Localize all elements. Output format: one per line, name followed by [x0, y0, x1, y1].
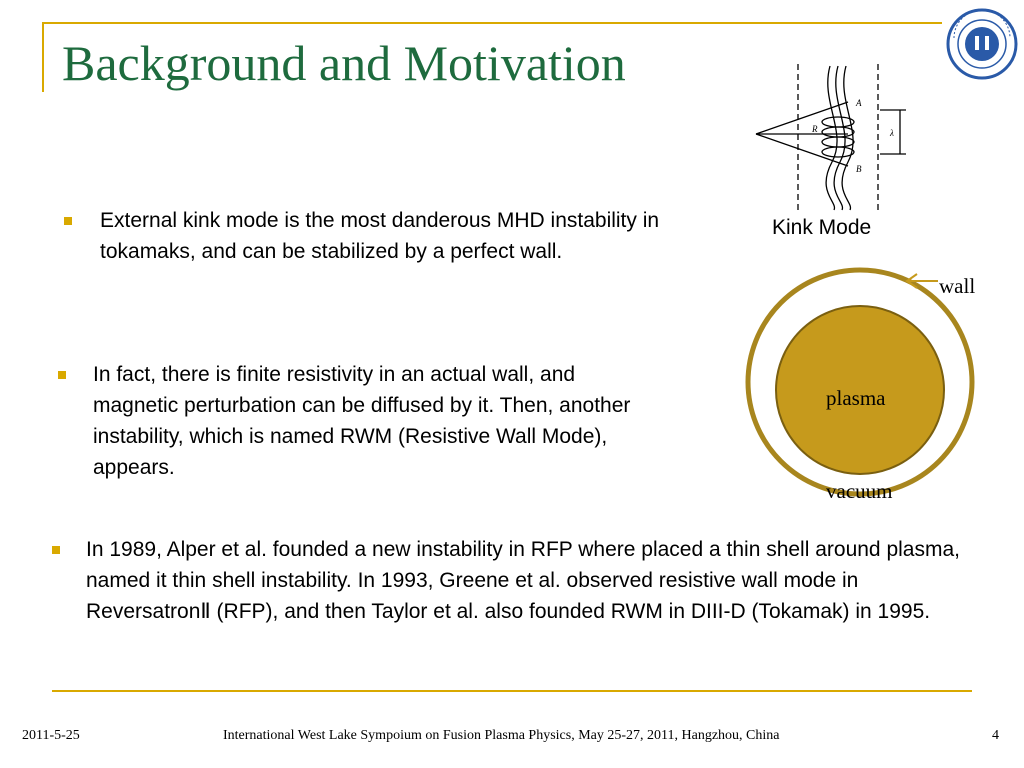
- bullet-history: [52, 534, 972, 627]
- bullet-square-icon: [58, 371, 66, 379]
- kink-mode-figure: [750, 62, 918, 212]
- vacuum-label: vacuum: [826, 479, 893, 503]
- kink-label-r: R: [812, 124, 818, 134]
- footer-page-number: 4: [992, 728, 999, 743]
- bullet-square-icon: [64, 217, 72, 225]
- wall-plasma-diagram: [726, 262, 1016, 512]
- kink-label-b: B: [856, 164, 862, 174]
- kink-label-a: A: [856, 98, 862, 108]
- slide-title: Background and Motivation: [62, 35, 626, 91]
- university-logo: [946, 8, 1018, 80]
- bullet-finite-resistivity: [58, 359, 658, 483]
- footer-divider: [52, 690, 972, 692]
- title-frame-top-line: [42, 22, 942, 24]
- footer-conference: International West Lake Sympoium on Fusion Plasma Physics, May 25-27, 2011, Hangzhou, China: [223, 728, 780, 743]
- kink-label-lambda: λ: [890, 128, 894, 138]
- plasma-label: plasma: [826, 386, 886, 410]
- bullet-text: In fact, there is finite resistivity in an actual wall, and magnetic perturbation can be diffused by it. Then, another instability, which is named RWM (Resistive Wall Mode), appears.: [93, 363, 631, 479]
- bullet-square-icon: [52, 546, 60, 554]
- bullet-external-kink: [64, 205, 674, 267]
- kink-mode-caption: Kink Mode: [772, 216, 872, 239]
- bullet-text: External kink mode is the most danderous MHD instability in tokamaks, and can be stabilized by a perfect wall.: [100, 209, 660, 263]
- wall-label: wall: [939, 274, 976, 298]
- footer-date: 2011-5-25: [22, 728, 80, 743]
- wall-arrow-icon: [907, 274, 938, 288]
- bullet-text: In 1989, Alper et al. founded a new instability in RFP where placed a thin shell around plasma, named it thin shell instability. In 1993, Greene et al. observed resistive wall mode in ReversatronⅡ (RFP), and then Taylor et al. also founded RWM in DIII-D (Tokamak) in 1995.: [86, 538, 960, 623]
- title-frame-left-line: [42, 22, 44, 92]
